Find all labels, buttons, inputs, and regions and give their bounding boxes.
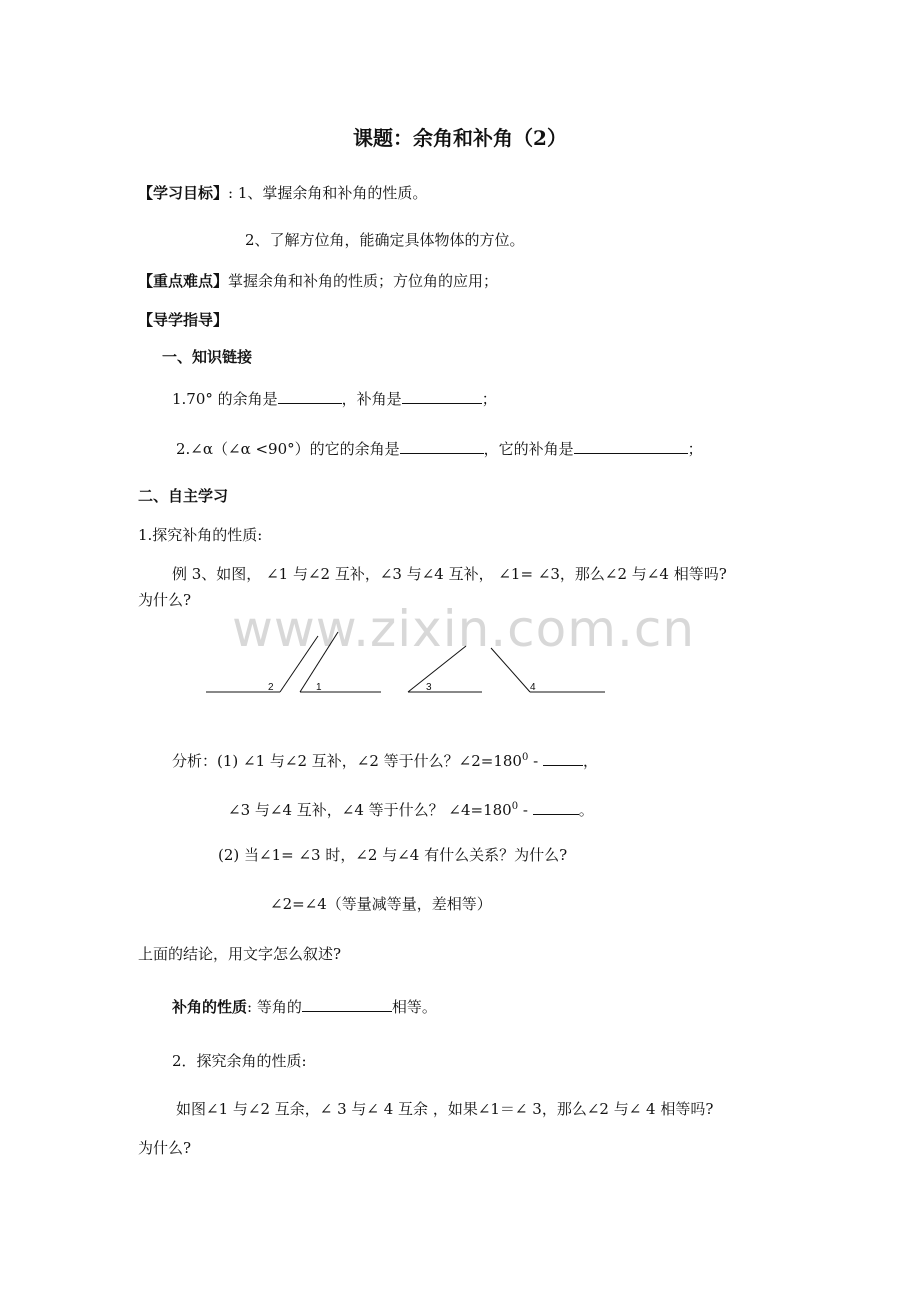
example3-line-1: 例 3、如图， ∠1 与∠2 互补，∠3 与∠4 互补， ∠1= ∠3，那么∠2 与∠4 相等吗? <box>172 565 727 583</box>
analysis-line-1 <box>172 748 598 771</box>
supplement-property <box>172 997 437 1017</box>
q1-text-a: 1.70° 的余角是 <box>172 390 278 408</box>
analysis-line-3: (2) 当∠1= ∠3 时，∠2 与∠4 有什么关系？为什么? <box>218 846 568 864</box>
key-points <box>138 271 498 291</box>
key-points-label: 【重点难点】 <box>138 272 229 290</box>
part1-heading: 1.探究补角的性质: <box>138 526 263 544</box>
example2-line-1: 如图∠1 与∠2 互余，∠ 3 与∠ 4 互余 ，如果∠1＝∠ 3，那么∠2 与∠ 4 相等吗? <box>176 1100 714 1118</box>
key-points-text: 掌握余角和补角的性质；方位角的应用； <box>228 272 499 290</box>
goals-item-2: 2、了解方位角，能确定具体物体的方位。 <box>245 231 525 249</box>
analysis-line-4: ∠2=∠4（等量减等量，差相等） <box>270 895 492 913</box>
angle-4-ray <box>491 648 530 692</box>
goals-item-1: 1、掌握余角和补角的性质。 <box>237 184 428 202</box>
goals-sep: : <box>228 184 238 202</box>
q1-blank-supplement[interactable] <box>402 389 482 404</box>
analysis-line-2 <box>228 797 594 820</box>
property-label: 补角的性质 <box>172 998 248 1016</box>
question-2 <box>176 439 703 459</box>
watermark: www.zixin.com.cn <box>232 600 696 658</box>
question-1 <box>172 389 497 409</box>
analysis-1-text: 分析：(1) ∠1 与∠2 互补，∠2 等于什么？∠2=180 <box>172 752 522 770</box>
guide-heading: 【导学指导】 <box>138 311 229 329</box>
q1-text-b: ，补角是 <box>341 390 402 408</box>
example2-line-2: 为什么? <box>138 1139 192 1157</box>
angle-label-3: 3 <box>426 682 432 693</box>
analysis-1-sup: 0 <box>521 752 529 763</box>
q1-text-c: ； <box>481 390 497 408</box>
page-title: 课题：余角和补角（2） <box>353 126 567 150</box>
angle-label-1: 1 <box>316 682 322 693</box>
goals-label: 【学习目标】 <box>138 184 229 202</box>
analysis-2-minus: - <box>518 801 533 819</box>
example3-line-2: 为什么? <box>138 591 192 609</box>
analysis-1-blank[interactable] <box>543 751 583 766</box>
q2-blank-complement[interactable] <box>400 439 484 454</box>
analysis-2-sup: 0 <box>511 801 519 812</box>
q2-text-a: 2.∠α（∠α <90°）的它的余角是 <box>176 440 400 458</box>
analysis-2-blank[interactable] <box>533 800 579 815</box>
analysis-2-text: ∠3 与∠4 互补，∠4 等于什么？ ∠4=180 <box>228 801 512 819</box>
property-blank[interactable] <box>302 997 392 1012</box>
angle-label-4: 4 <box>530 682 536 693</box>
angle-2-ray <box>280 636 318 692</box>
analysis-1-end: ， <box>582 752 598 770</box>
q2-text-b: ，它的补角是 <box>483 440 574 458</box>
section1-heading: 一、知识链接 <box>162 348 253 366</box>
angle-figure <box>0 620 920 710</box>
part2-heading: 2．探究余角的性质: <box>172 1052 307 1070</box>
property-text: : 等角的 <box>247 998 302 1016</box>
q2-text-c: ； <box>687 440 703 458</box>
analysis-1-minus: - <box>528 752 543 770</box>
q1-blank-complement[interactable] <box>278 389 342 404</box>
angle-3-ray <box>408 646 466 692</box>
learning-goals <box>138 183 427 203</box>
q2-blank-supplement[interactable] <box>574 439 688 454</box>
conclusion-question: 上面的结论，用文字怎么叙述? <box>138 945 342 963</box>
section2-heading: 二、自主学习 <box>138 487 229 505</box>
analysis-2-end: 。 <box>578 801 594 819</box>
angle-label-2: 2 <box>268 682 274 693</box>
property-end: 相等。 <box>391 998 437 1016</box>
